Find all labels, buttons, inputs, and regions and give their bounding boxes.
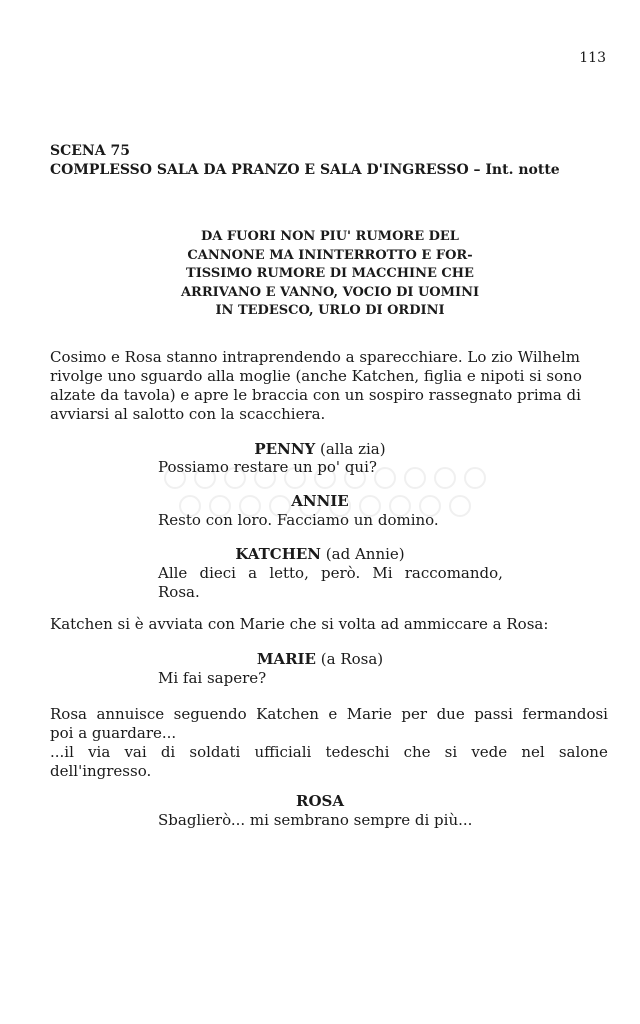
- dialogue-line: Rosa.: [158, 583, 200, 601]
- word: per: [401, 705, 428, 723]
- word: e: [328, 705, 338, 723]
- word: ...il: [50, 743, 74, 761]
- word: letto,: [269, 564, 309, 582]
- character-cue-penny: [130, 440, 510, 458]
- dialogue-penny: [158, 458, 503, 477]
- action-paragraph: [50, 705, 608, 781]
- word: che: [403, 743, 431, 761]
- sound-direction-line: CANNONE MA ININTERROTTO E FOR-: [187, 247, 473, 263]
- word: via: [88, 743, 111, 761]
- action-paragraph: [50, 615, 608, 634]
- word: fermandosi: [522, 705, 608, 723]
- dialogue-katchen: [158, 564, 503, 602]
- dialogue-line: Mi fai sapere?: [158, 669, 267, 687]
- action-line: rivolge uno sguardo alla moglie (anche Katchen, figlia e nipoti si sono: [50, 367, 582, 385]
- scene-number: SCENA 75: [50, 143, 130, 159]
- character-name: ANNIE: [291, 492, 349, 510]
- action-line: poi a guardare...: [50, 724, 177, 742]
- action-line: Cosimo e Rosa stanno intraprendendo a sparecchiare. Lo zio Wilhelm: [50, 348, 580, 366]
- character-cue-annie: [130, 492, 510, 510]
- sound-direction-line: DA FUORI NON PIU' RUMORE DEL: [201, 229, 459, 244]
- dialogue-marie: [158, 669, 503, 688]
- action-line: alzate da tavola) e apre le braccia con un sospiro rassegnato prima di: [50, 386, 581, 404]
- scene-heading: [50, 142, 610, 180]
- word: tedeschi: [325, 743, 390, 761]
- sound-direction-line: ARRIVANO E VANNO, VOCIO DI UOMINI: [180, 284, 480, 300]
- parenthetical: (a Rosa): [316, 650, 384, 668]
- word: Rosa: [50, 705, 87, 723]
- sound-direction-line: IN TEDESCO, URLO DI ORDINI: [215, 303, 445, 318]
- word: a: [248, 564, 258, 582]
- word: seguendo: [173, 705, 247, 723]
- dialogue-rosa: [158, 811, 503, 830]
- word: salone: [558, 743, 608, 761]
- word: raccomando,: [404, 564, 503, 582]
- action-line: dell'ingresso.: [50, 762, 152, 780]
- word: di: [160, 743, 176, 761]
- word: soldati: [189, 743, 241, 761]
- word: Alle: [158, 564, 188, 582]
- parenthetical: (ad Annie): [321, 545, 405, 563]
- word: vede: [471, 743, 508, 761]
- dialogue-line: [158, 564, 503, 583]
- dialogue-line: Resto con loro. Facciamo un domino.: [158, 511, 439, 529]
- word: Katchen: [256, 705, 319, 723]
- page-number: 113: [579, 50, 606, 66]
- character-name: PENNY: [254, 440, 316, 458]
- parenthetical: (alla zia): [315, 440, 386, 458]
- word: dieci: [199, 564, 236, 582]
- character-cue-katchen: [130, 545, 510, 563]
- sound-direction-line: TISSIMO RUMORE DI MACCHINE CHE: [186, 266, 474, 281]
- word: due: [436, 705, 465, 723]
- word: annuisce: [96, 705, 165, 723]
- action-line: avviarsi al salotto con la scacchiera.: [50, 405, 326, 423]
- character-name: KATCHEN: [235, 545, 322, 563]
- dialogue-line: Sbaglierò... mi sembrano sempre di più...: [158, 811, 473, 829]
- scene-location: COMPLESSO SALA DA PRANZO E SALA D'INGRESSO – Int. notte: [50, 162, 560, 178]
- word: vai: [124, 743, 147, 761]
- word: Mi: [372, 564, 393, 582]
- character-cue-rosa: [130, 792, 510, 810]
- character-name: ROSA: [295, 792, 344, 810]
- action-line: Katchen si è avviata con Marie che si volta ad ammiccare a Rosa:: [50, 615, 549, 633]
- action-line: [50, 705, 608, 724]
- dialogue-annie: [158, 511, 503, 530]
- word: Marie: [346, 705, 392, 723]
- character-cue-marie: [130, 650, 510, 668]
- action-paragraph: [50, 348, 608, 424]
- character-name: MARIE: [256, 650, 316, 668]
- sound-direction: [150, 228, 510, 321]
- word: nel: [521, 743, 545, 761]
- word: passi: [474, 705, 513, 723]
- action-line: [50, 743, 608, 762]
- dialogue-line: Possiamo restare un po' qui?: [158, 458, 377, 476]
- word: si: [444, 743, 458, 761]
- word: però.: [321, 564, 361, 582]
- word: ufficiali: [254, 743, 312, 761]
